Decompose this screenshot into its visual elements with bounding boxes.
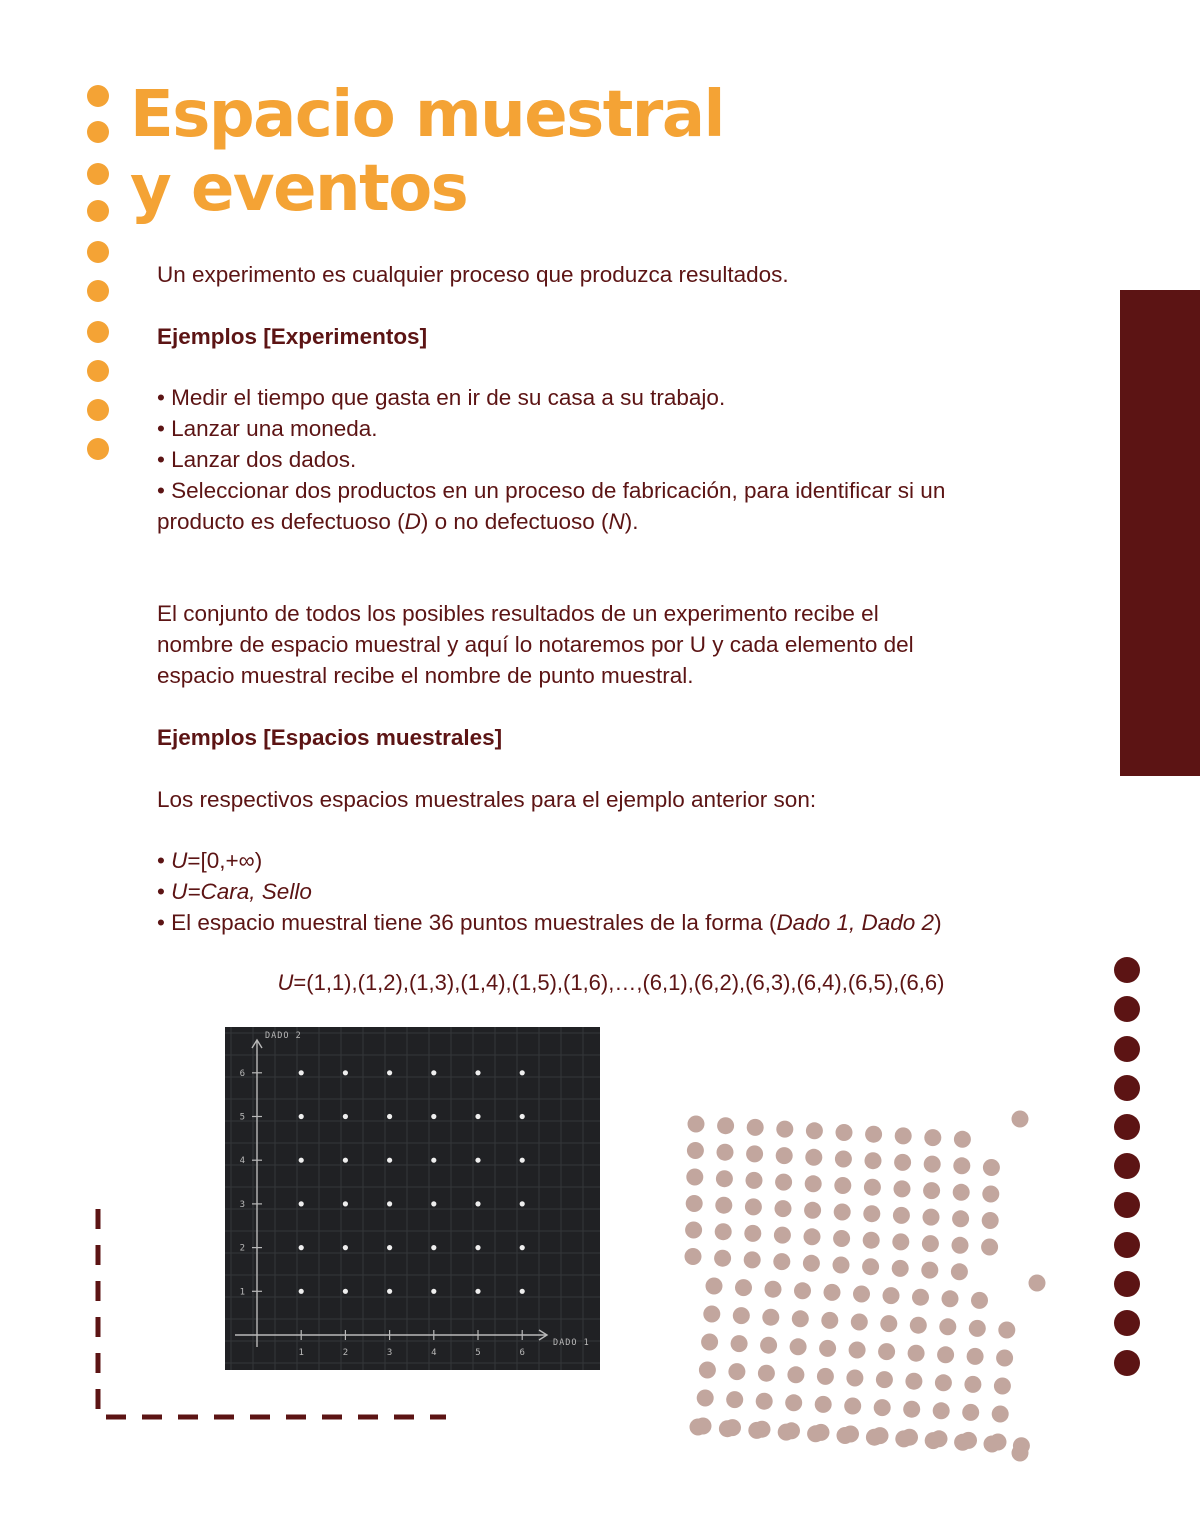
pattern-dot	[773, 1253, 790, 1270]
data-point	[475, 1070, 480, 1075]
orange-dot	[87, 280, 109, 302]
pattern-dot	[908, 1345, 925, 1362]
data-point	[343, 1158, 348, 1163]
pattern-dot	[686, 1195, 703, 1212]
maroon-dot	[1114, 996, 1140, 1022]
data-point	[299, 1114, 304, 1119]
pattern-dot	[762, 1309, 779, 1326]
pattern-dot	[745, 1198, 762, 1215]
maroon-dot	[1114, 957, 1140, 983]
experiment-item: • Lanzar dos dados.	[157, 447, 357, 472]
pattern-dot	[922, 1235, 939, 1252]
data-point	[520, 1289, 525, 1294]
x-tick-label: 4	[431, 1348, 437, 1358]
maroon-dot	[1114, 1075, 1140, 1101]
pattern-dot	[806, 1122, 823, 1139]
pattern-dot	[994, 1378, 1011, 1395]
pattern-dot	[731, 1335, 748, 1352]
pattern-dot	[912, 1289, 929, 1306]
data-point	[520, 1158, 525, 1163]
pattern-dot	[865, 1126, 882, 1143]
spaces-lead: Los respectivos espacios muestrales para el ejemplo anterior son:	[157, 787, 817, 812]
pattern-dot	[903, 1401, 920, 1418]
pattern-dot	[910, 1317, 927, 1334]
pattern-dot	[893, 1207, 910, 1224]
pattern-dot	[924, 1156, 941, 1173]
pattern-dot	[905, 1373, 922, 1390]
orange-dot	[87, 321, 109, 343]
experiment-item: • Medir el tiempo que gasta en ir de su casa a su trabajo.	[157, 385, 726, 410]
pattern-dot	[864, 1179, 881, 1196]
pattern-dot	[892, 1233, 909, 1250]
pattern-dot	[687, 1142, 704, 1159]
pattern-dot	[746, 1145, 763, 1162]
pattern-dot	[726, 1391, 743, 1408]
pattern-dot	[952, 1210, 969, 1227]
pattern-dot	[981, 1239, 998, 1256]
y-tick-label: 1	[239, 1287, 245, 1298]
orange-dot	[87, 200, 109, 222]
orange-dot	[87, 163, 109, 185]
pattern-dot	[967, 1348, 984, 1365]
pattern-dot	[748, 1422, 765, 1439]
pattern-dot	[895, 1127, 912, 1144]
definition-line: El conjunto de todos los posibles resultados de un experimento recibe el	[157, 601, 879, 626]
orange-dot-column	[87, 85, 111, 465]
x-axis-label: DADO 1	[553, 1338, 590, 1348]
x-tick-label: 2	[342, 1348, 349, 1358]
orange-dot	[87, 241, 109, 263]
pattern-dot	[996, 1350, 1013, 1367]
x-tick-label: 6	[519, 1348, 525, 1358]
pattern-dot	[744, 1251, 761, 1268]
pattern-dot	[954, 1434, 971, 1451]
data-point	[299, 1070, 304, 1075]
pattern-dot	[951, 1263, 968, 1280]
pattern-dot	[883, 1287, 900, 1304]
pattern-dot	[785, 1394, 802, 1411]
pattern-dot	[719, 1420, 736, 1437]
pattern-dot	[758, 1365, 775, 1382]
pattern-dot	[1012, 1445, 1029, 1462]
data-point	[431, 1158, 436, 1163]
data-point	[431, 1070, 436, 1075]
pattern-dot	[935, 1374, 952, 1391]
pattern-dot	[765, 1281, 782, 1298]
data-point	[475, 1158, 480, 1163]
data-point	[299, 1158, 304, 1163]
title-line-2: y eventos	[130, 152, 468, 226]
data-point	[475, 1114, 480, 1119]
pattern-dot	[874, 1399, 891, 1416]
pattern-dot	[756, 1393, 773, 1410]
pattern-dot	[807, 1425, 824, 1442]
pattern-dot	[716, 1170, 733, 1187]
pattern-dot	[894, 1180, 911, 1197]
pattern-dot	[717, 1144, 734, 1161]
pattern-dot	[815, 1396, 832, 1413]
space-item-1: • U=[0,+∞)	[157, 848, 263, 873]
maroon-dot	[1114, 1271, 1140, 1297]
pattern-dot	[863, 1205, 880, 1222]
x-tick-label: 5	[475, 1348, 481, 1358]
pattern-dot	[834, 1177, 851, 1194]
pattern-dot	[866, 1429, 883, 1446]
pattern-dot	[778, 1424, 795, 1441]
pattern-dot	[685, 1248, 702, 1265]
intro-text: Un experimento es cualquier proceso que produzca resultados.	[157, 262, 789, 287]
pattern-dot	[699, 1362, 716, 1379]
pattern-dot	[819, 1340, 836, 1357]
y-tick-label: 3	[239, 1199, 245, 1210]
space-item-2: • U=Cara, Sello	[157, 879, 312, 904]
pattern-dot	[787, 1366, 804, 1383]
pattern-dot	[805, 1175, 822, 1192]
pattern-dot	[964, 1376, 981, 1393]
data-point	[431, 1114, 436, 1119]
pattern-dot	[846, 1370, 863, 1387]
y-tick-label: 2	[239, 1243, 245, 1254]
pattern-dot	[849, 1342, 866, 1359]
data-point	[520, 1245, 525, 1250]
data-point	[475, 1245, 480, 1250]
pattern-dot	[775, 1200, 792, 1217]
pattern-dot	[817, 1368, 834, 1385]
pattern-dot	[923, 1182, 940, 1199]
pattern-dot	[851, 1314, 868, 1331]
maroon-dot-column	[1114, 957, 1142, 1377]
pattern-dot	[776, 1147, 793, 1164]
pattern-dot	[836, 1124, 853, 1141]
title-line-1: Espacio muestral	[130, 78, 724, 152]
experiment-item-continuation: producto es defectuoso (D) o no defectuoso (N).	[157, 509, 639, 534]
pattern-dot	[701, 1334, 718, 1351]
pattern-dot	[982, 1212, 999, 1229]
pattern-dot	[824, 1284, 841, 1301]
pattern-dot	[804, 1228, 821, 1245]
pattern-dot	[833, 1230, 850, 1247]
pattern-dot	[844, 1398, 861, 1415]
pattern-dot	[895, 1430, 912, 1447]
sample-space-formula: U=(1,1),(1,2),(1,3),(1,4),(1,5),(1,6),…,(6,1),(6,2),(6,3),(6,4),(6,5),(6,6)	[277, 970, 945, 995]
pattern-dot	[774, 1227, 791, 1244]
pattern-dot	[835, 1151, 852, 1168]
data-point	[387, 1114, 392, 1119]
experiment-item: • Seleccionar dos productos en un proceso de fabricación, para identificar si un	[157, 478, 946, 503]
pattern-dot	[733, 1307, 750, 1324]
pattern-dot	[998, 1322, 1015, 1339]
sidebar-accent-block	[1120, 290, 1200, 776]
pattern-dot	[685, 1222, 702, 1239]
pattern-dot	[992, 1406, 1009, 1423]
pattern-dot	[953, 1157, 970, 1174]
experiments-heading: Ejemplos [Experimentos]	[157, 324, 428, 349]
data-point	[475, 1201, 480, 1206]
maroon-dot	[1114, 1350, 1140, 1376]
y-tick-label: 6	[239, 1068, 245, 1079]
pattern-dot	[715, 1197, 732, 1214]
pattern-dot	[983, 1159, 1000, 1176]
dot-pattern-decoration	[670, 1100, 1050, 1470]
pattern-dot	[925, 1432, 942, 1449]
pattern-dot	[878, 1343, 895, 1360]
pattern-dot	[792, 1310, 809, 1327]
data-point	[387, 1158, 392, 1163]
pattern-dot	[717, 1117, 734, 1134]
pattern-dot	[834, 1204, 851, 1221]
maroon-dot	[1114, 1232, 1140, 1258]
pattern-dot	[747, 1119, 764, 1136]
pattern-dot	[697, 1390, 714, 1407]
pattern-dot	[833, 1257, 850, 1274]
pattern-dot	[923, 1209, 940, 1226]
pattern-dot	[790, 1338, 807, 1355]
maroon-dot	[1114, 1036, 1140, 1062]
pattern-dot	[803, 1255, 820, 1272]
pattern-dot	[892, 1260, 909, 1277]
pattern-dot	[962, 1404, 979, 1421]
page-title	[130, 78, 724, 226]
pattern-dot	[971, 1292, 988, 1309]
pattern-dot	[744, 1225, 761, 1242]
data-point	[343, 1070, 348, 1075]
maroon-dot	[1114, 1192, 1140, 1218]
data-point	[520, 1201, 525, 1206]
experiment-item: • Lanzar una moneda.	[157, 416, 378, 441]
pattern-dot	[706, 1278, 723, 1295]
orange-dot	[87, 85, 109, 107]
dashed-corner-decoration	[90, 1205, 450, 1425]
maroon-dot	[1114, 1310, 1140, 1336]
pattern-dot	[952, 1237, 969, 1254]
orange-dot	[87, 399, 109, 421]
pattern-dot	[953, 1184, 970, 1201]
pattern-dot	[776, 1121, 793, 1138]
spaces-heading: Ejemplos [Espacios muestrales]	[157, 725, 503, 750]
pattern-dot	[715, 1223, 732, 1240]
x-tick-label: 3	[386, 1348, 393, 1358]
pattern-dot	[703, 1306, 720, 1323]
pattern-dot	[690, 1419, 707, 1436]
pattern-dot	[969, 1320, 986, 1337]
pattern-dot	[924, 1129, 941, 1146]
pattern-dot	[939, 1318, 956, 1335]
pattern-dot	[746, 1172, 763, 1189]
pattern-dot	[688, 1116, 705, 1133]
pattern-dot	[921, 1262, 938, 1279]
data-point	[343, 1114, 348, 1119]
pattern-dot	[804, 1202, 821, 1219]
pattern-dot	[821, 1312, 838, 1329]
x-tick-label: 1	[298, 1348, 304, 1358]
pattern-dot	[880, 1315, 897, 1332]
pattern-dot	[714, 1250, 731, 1267]
data-point	[475, 1289, 480, 1294]
pattern-dot	[863, 1232, 880, 1249]
y-tick-label: 5	[239, 1112, 245, 1123]
data-point	[520, 1114, 525, 1119]
pattern-dot	[984, 1436, 1001, 1453]
pattern-dot	[862, 1258, 879, 1275]
pattern-dot	[942, 1290, 959, 1307]
pattern-dot	[894, 1154, 911, 1171]
data-point	[520, 1070, 525, 1075]
orange-dot	[87, 438, 109, 460]
pattern-dot	[837, 1427, 854, 1444]
pattern-dot	[982, 1186, 999, 1203]
orange-dot	[87, 360, 109, 382]
pattern-dot	[876, 1371, 893, 1388]
pattern-dot	[760, 1337, 777, 1354]
pattern-dot	[865, 1152, 882, 1169]
pattern-dot	[728, 1363, 745, 1380]
data-point	[387, 1070, 392, 1075]
pattern-dot	[954, 1131, 971, 1148]
definition-line: nombre de espacio muestral y aquí lo notaremos por U y cada elemento del	[157, 632, 914, 657]
maroon-dot	[1114, 1114, 1140, 1140]
pattern-dot	[937, 1346, 954, 1363]
y-axis-label: DADO 2	[265, 1031, 302, 1041]
pattern-dot	[805, 1149, 822, 1166]
pattern-dot	[735, 1279, 752, 1296]
pattern-dot	[853, 1286, 870, 1303]
pattern-dot	[775, 1174, 792, 1191]
pattern-dot	[686, 1169, 703, 1186]
pattern-dot	[933, 1402, 950, 1419]
y-tick-label: 4	[239, 1156, 245, 1167]
pattern-dot	[794, 1282, 811, 1299]
definition-line: espacio muestral recibe el nombre de punto muestral.	[157, 663, 694, 688]
pattern-dot	[1029, 1275, 1046, 1292]
space-item-3: • El espacio muestral tiene 36 puntos muestrales de la forma (Dado 1, Dado 2)	[157, 910, 942, 935]
maroon-dot	[1114, 1153, 1140, 1179]
pattern-dot	[1012, 1111, 1029, 1128]
orange-dot	[87, 121, 109, 143]
